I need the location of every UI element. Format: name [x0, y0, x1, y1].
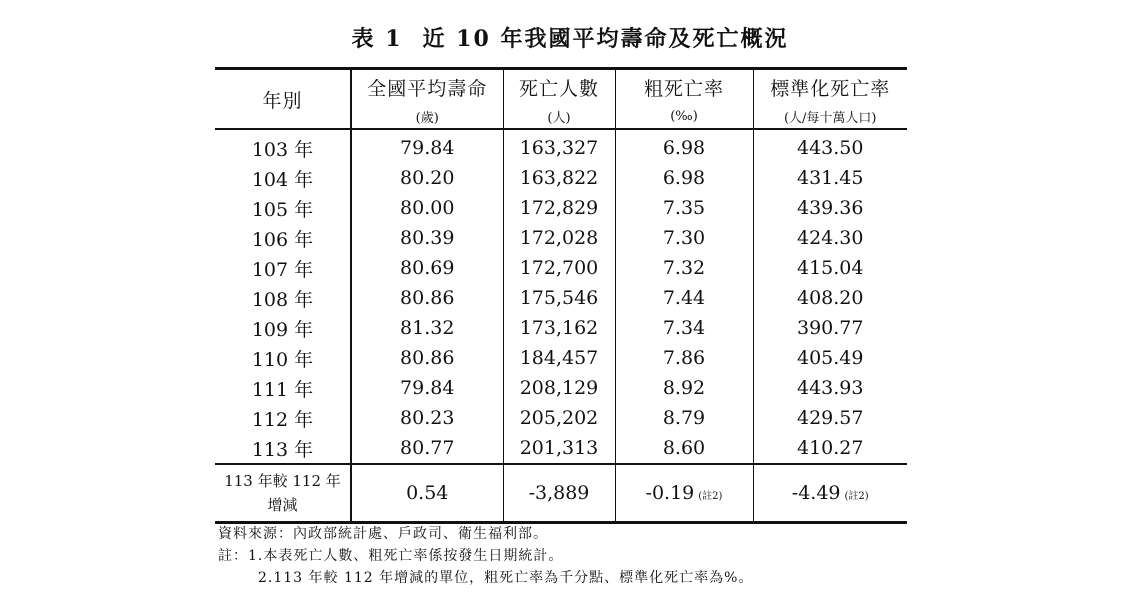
year-cell: 110 年 [251, 348, 314, 371]
life-expectancy-cell: 79.84 [351, 129, 503, 163]
life-expectancy-death-table [215, 67, 907, 524]
crude-rate-cell: 8.79 [615, 403, 753, 433]
change-crude-rate-cell [615, 464, 753, 523]
year-cell: 111 年 [251, 378, 314, 401]
note-1: 註：1.本表死亡人數、粗死亡率係按發生日期統計。 [218, 548, 564, 564]
life-expectancy-cell: 81.32 [351, 313, 503, 343]
standardized-rate-cell: 429.57 [753, 403, 907, 433]
crude-rate-cell: 7.32 [615, 253, 753, 283]
table-row [215, 163, 907, 193]
life-expectancy-cell: 80.69 [351, 253, 503, 283]
change-label-line1: 113 年較 112 年 [224, 472, 341, 490]
crude-rate-cell: 7.44 [615, 283, 753, 313]
deaths-cell: 208,129 [503, 373, 615, 403]
change-crude-rate-value: -0.19 [645, 482, 695, 504]
column-header-standardized-rate: 標準化死亡率 [753, 69, 907, 105]
standardized-rate-cell: 405.49 [753, 343, 907, 373]
table-number: 表 1 [351, 26, 403, 52]
unit-crude-rate: (‰) [615, 104, 753, 129]
standardized-rate-cell: 439.36 [753, 193, 907, 223]
note-2: 2.113 年較 112 年增減的單位，粗死亡率為千分點、標準化死亡率為%。 [258, 570, 754, 586]
change-deaths-cell: -3,889 [503, 464, 615, 523]
table-row [215, 343, 907, 373]
column-header-crude-rate: 粗死亡率 [615, 69, 753, 105]
change-life-expectancy-cell: 0.54 [351, 464, 503, 523]
year-cell: 104 年 [251, 168, 314, 191]
unit-standardized-rate: (人/每十萬人口) [753, 104, 907, 129]
table-row [215, 313, 907, 343]
source-note: 資料來源：內政部統計處、戶政司、衛生福利部。 [218, 526, 548, 542]
deaths-cell: 184,457 [503, 343, 615, 373]
standardized-rate-cell: 408.20 [753, 283, 907, 313]
crude-rate-cell: 7.34 [615, 313, 753, 343]
table-row [215, 433, 907, 464]
table-row [215, 129, 907, 163]
note-reference: (註2) [698, 490, 723, 502]
unit-life-expectancy: (歲) [351, 104, 503, 129]
standardized-rate-cell: 410.27 [753, 433, 907, 464]
year-cell: 112 年 [251, 408, 314, 431]
life-expectancy-cell: 80.86 [351, 343, 503, 373]
year-cell: 105 年 [251, 198, 314, 221]
life-expectancy-cell: 80.00 [351, 193, 503, 223]
column-header-life-expectancy: 全國平均壽命 [351, 69, 503, 105]
table-row [215, 253, 907, 283]
crude-rate-cell: 8.60 [615, 433, 753, 464]
deaths-cell: 163,822 [503, 163, 615, 193]
year-column-header: 年別 [215, 69, 351, 130]
year-cell: 103 年 [251, 138, 314, 161]
year-cell: 108 年 [251, 288, 314, 311]
change-row [215, 464, 907, 523]
change-standardized-rate-value: -4.49 [791, 482, 841, 504]
note-reference: (註2) [844, 490, 869, 502]
table-row [215, 193, 907, 223]
deaths-cell: 173,162 [503, 313, 615, 343]
deaths-cell: 163,327 [503, 129, 615, 163]
crude-rate-cell: 7.86 [615, 343, 753, 373]
crude-rate-cell: 7.30 [615, 223, 753, 253]
standardized-rate-cell: 443.93 [753, 373, 907, 403]
life-expectancy-cell: 80.20 [351, 163, 503, 193]
life-expectancy-cell: 80.23 [351, 403, 503, 433]
table-row [215, 403, 907, 433]
life-expectancy-cell: 80.86 [351, 283, 503, 313]
deaths-cell: 172,028 [503, 223, 615, 253]
standardized-rate-cell: 390.77 [753, 313, 907, 343]
change-label-line2: 增減 [267, 496, 298, 514]
deaths-cell: 172,829 [503, 193, 615, 223]
deaths-cell: 175,546 [503, 283, 615, 313]
footnotes [218, 523, 753, 589]
standardized-rate-cell: 431.45 [753, 163, 907, 193]
deaths-cell: 205,202 [503, 403, 615, 433]
change-standardized-rate-cell [753, 464, 907, 523]
year-cell: 106 年 [251, 228, 314, 251]
life-expectancy-cell: 80.77 [351, 433, 503, 464]
life-expectancy-cell: 80.39 [351, 223, 503, 253]
standardized-rate-cell: 424.30 [753, 223, 907, 253]
year-cell: 113 年 [215, 433, 351, 464]
standardized-rate-cell: 443.50 [753, 129, 907, 163]
unit-deaths: (人) [503, 104, 615, 129]
table-row [215, 223, 907, 253]
life-expectancy-cell: 79.84 [351, 373, 503, 403]
table-title [0, 22, 1140, 53]
crude-rate-cell: 8.92 [615, 373, 753, 403]
table-row [215, 373, 907, 403]
crude-rate-cell: 7.35 [615, 193, 753, 223]
crude-rate-cell: 6.98 [615, 163, 753, 193]
change-label-cell [215, 464, 351, 523]
table-row [215, 283, 907, 313]
year-cell: 107 年 [251, 258, 314, 281]
crude-rate-cell: 6.98 [615, 129, 753, 163]
column-header-deaths: 死亡人數 [503, 69, 615, 105]
table-title-text: 近 10 年我國平均壽命及死亡概況 [422, 26, 789, 52]
year-cell: 109 年 [251, 318, 314, 341]
standardized-rate-cell: 415.04 [753, 253, 907, 283]
deaths-cell: 201,313 [503, 433, 615, 464]
deaths-cell: 172,700 [503, 253, 615, 283]
